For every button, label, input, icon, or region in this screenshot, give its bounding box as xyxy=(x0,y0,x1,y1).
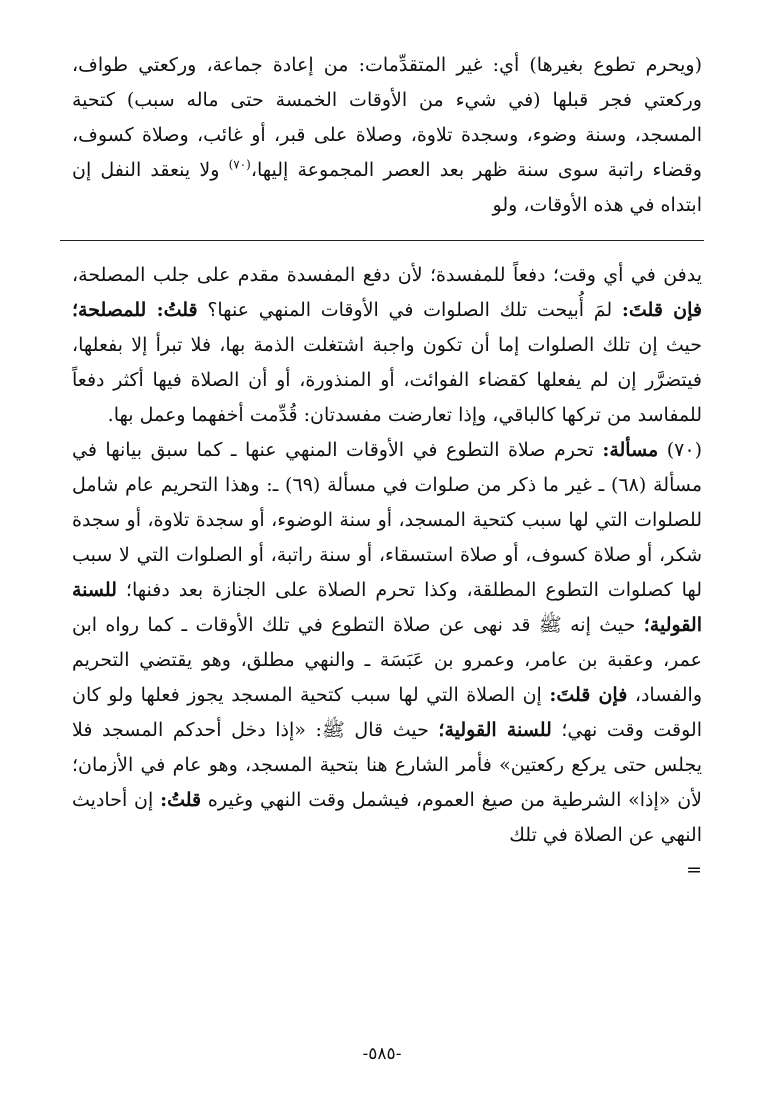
footnote-continuation-text-2: لمَ أُبيحت تلك الصلوات في الأوقات المنهي عنها؟ xyxy=(207,299,622,321)
keyword-fa-in-qulta-2: فإن قلتَ: xyxy=(549,684,628,706)
page-number: -٥٨٥- xyxy=(362,1044,402,1064)
footnote-70-text-2: حيث إنه ﷺ قد نهى عن صلاة التطوع في تلك الأوقات ـ كما رواه ابن عمر، وعقبة بن عامر، وعمرو بن عَبَسَة ـ والنهي مطلق، وهو يقتضي التحريم والفساد، xyxy=(72,614,702,706)
keyword-qultu: قلتُ: للمصلحة؛ xyxy=(72,299,198,321)
keyword-masala: مسألة: xyxy=(602,439,659,461)
footnote-70-text-3: إن الصلاة التي لها سبب كتحية المسجد يجوز فعلها ولو كان الوقت وقت نهي؛ xyxy=(72,684,702,741)
keyword-fa-in-qulta: فإن قلتَ: xyxy=(621,299,702,321)
footnotes-section xyxy=(72,258,702,888)
footnote-70 xyxy=(72,433,702,853)
main-paragraph xyxy=(72,48,702,223)
main-text-part-2: ولا ينعقد النفل إن ابتداه في هذه الأوقات، ولو xyxy=(72,159,702,216)
footnote-70-text-4: حيث قال ﷺ: «إذا دخل أحدكم المسجد فلا يجلس حتى يركع ركعتين» فأمر الشارع هنا بتحية المسجد، وهو عام في الأزمان؛ لأن «إذا» الشرطية من صيغ العموم، فيشمل وقت النهي وغيره xyxy=(72,719,703,811)
footnote-reference[interactable]: (٧٠) xyxy=(228,157,251,172)
footnote-continuation-text-1: يدفن في أي وقت؛ دفعاً للمفسدة؛ لأن دفع المفسدة مقدم على جلب المصلحة، xyxy=(72,264,702,286)
continuation-mark-line xyxy=(72,853,702,888)
main-text-part-1: (ويحرم تطوع بغيرها) أي: غير المتقدِّمات: من إعادة جماعة، وركعتي طواف، وركعتي فجر قبلها (في شيء من الأوقات الخمسة حتى ماله سبب) كتحية المسجد، وسنة وضوء، وسجدة تلاوة، وصلاة على قبر، أو غائب، وصلاة كسوف، وقضاء راتبة سوى سنة ظهر بعد العصر المجموعة إليها، xyxy=(72,54,702,181)
footnote-continuation-text-3: حيث إن تلك الصلوات إما أن تكون واجبة اشتغلت الذمة بها، فلا تبرأ إلا بفعلها، فيتضرَّر إن لم يفعلها كقضاء الفوائت، أو المنذورة، أو أن الصلاة فيها أكثر دفعاً للمفاسد من تركها كالباقي، وإذا تعارضت مفسدتان: قُدِّمت أخفهما وعمل بها. xyxy=(72,334,702,426)
main-text xyxy=(72,48,702,223)
continuation-mark: = xyxy=(686,859,702,881)
keyword-qultu-2: قلتُ: xyxy=(160,789,202,811)
keyword-sunna-qawliyya: للسنة القولية؛ xyxy=(72,579,702,636)
footnote-divider xyxy=(60,240,704,241)
footnote-70-text-5: إن أحاديث النهي عن الصلاة في تلك xyxy=(72,789,702,846)
keyword-sunna-qawliyya-2: للسنة القولية؛ xyxy=(438,719,552,741)
footnote-number: (٧٠) xyxy=(666,439,702,461)
footnote-70-text-1: تحرم صلاة التطوع في الأوقات المنهي عنها ـ كما سبق بيانها في مسألة (٦٨) ـ غير ما ذكر من صلوات في مسألة (٦٩) ـ: وهذا التحريم عام شامل للصلوات التي لها سبب كتحية المسجد، أو سنة الوضوء، أو سجدة تلاوة، أو سجدة شكر، أو صلاة كسوف، أو صلاة استسقاء، أو سنة راتبة، أو الصلوات التي لا سبب لها كصلوات التطوع المطلقة، وكذا تحرم الصلاة على الجنازة بعد دفنها؛ xyxy=(72,439,702,601)
footnote-continuation xyxy=(72,258,702,433)
